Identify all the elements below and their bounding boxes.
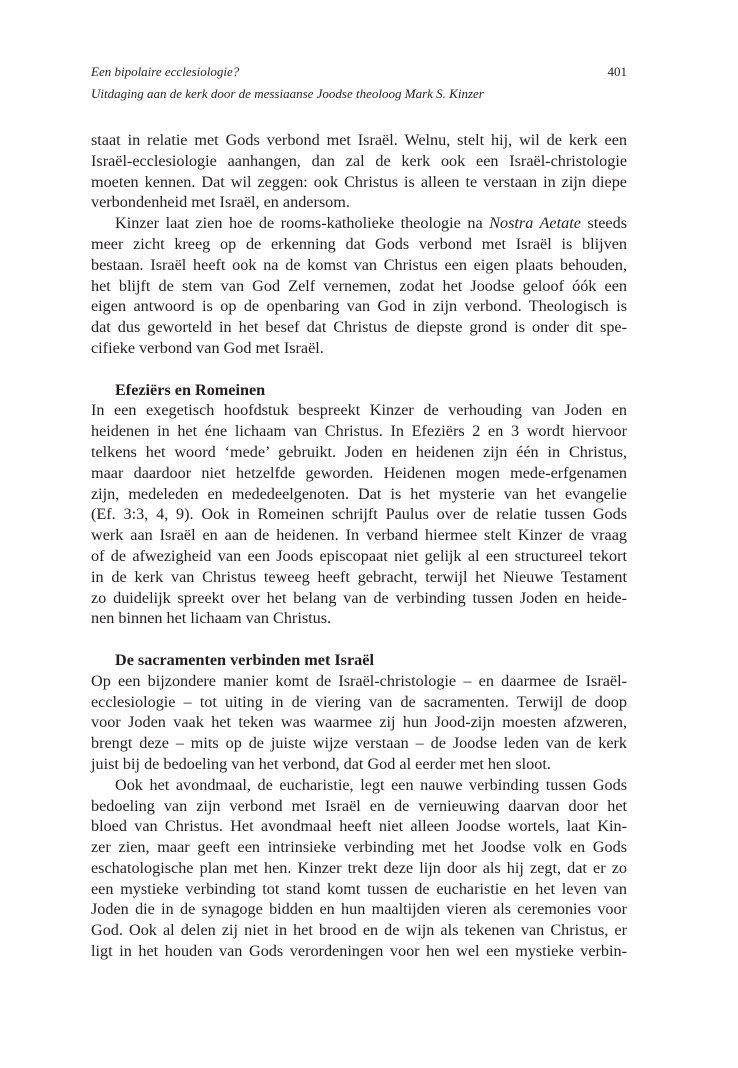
text-line: brengt deze – mits op de juiste wijze verstaan – de Joodse leden van de kerk <box>91 734 627 753</box>
work-title: Nostra Aetate <box>489 214 581 233</box>
text-line: dat dus geworteld in het besef dat Christus de diepste grond is onder dit spe- <box>91 318 627 337</box>
running-subtitle: Uitdaging aan de kerk door de messiaanse Joodse theoloog Mark S. Kinzer <box>91 86 484 101</box>
text-line: of de afwezigheid van een Joods episcopaat niet gelijk al een structureel tekort <box>91 546 627 565</box>
text-line: God. Ook al delen zij niet in het brood en de wijn als tekenen van Christus, er <box>91 921 627 940</box>
running-title: Een bipolaire ecclesiologie? <box>91 64 240 79</box>
text-line: moeten kennen. Dat wil zeggen: ook Christus is alleen te verstaan in zijn diepe <box>91 172 627 191</box>
text-line: eschatologische plan met hen. Kinzer trekt deze lijn door als hij zegt, dat er zo <box>91 858 627 877</box>
text-line: zijn, medeleden en mededeelgenoten. Dat is het mysterie van het evangelie <box>91 484 627 503</box>
text-line: ecclesiologie – tot uiting in de viering van de sacramenten. Terwijl de doop <box>91 692 627 711</box>
text-line: het blijft de stem van God Zelf vernemen, zodat het Joodse geloof óók een <box>91 276 627 295</box>
page-number: 401 <box>607 64 627 79</box>
text-line <box>91 213 627 234</box>
running-header <box>91 64 627 80</box>
text-line: maar daardoor niet hetzelfde geworden. Heidenen mogen mede-erfgenamen <box>91 463 627 482</box>
text-run: steeds <box>580 214 627 233</box>
text-line: voor Joden vaak het teken was waarmee zij hun Jood-zijn moesten afzweren, <box>91 713 627 732</box>
text-line: bedoeling van zijn verbond met Israël en de vernieuwing daarvan door het <box>91 796 627 815</box>
text-line: heidenen in het éne lichaam van Christus. In Efeziërs 2 en 3 wordt hiervoor <box>91 422 627 441</box>
text-line: Joden die in de synagoge bidden en hun maaltijden vieren als ceremonies voor <box>91 900 627 919</box>
paragraph-1 <box>91 130 627 213</box>
text-line: Op een bijzondere manier komt de Israël-christologie – en daarmee de Israël- <box>91 671 627 690</box>
text-line: telkens het woord ‘mede’ gebruikt. Joden en heidenen zijn één in Christus, <box>91 442 627 461</box>
paragraph-efeziers <box>91 400 627 629</box>
text-line: staat in relatie met Gods verbond met Israël. Welnu, stelt hij, wil de kerk een <box>91 131 627 149</box>
text-line: in de kerk van Christus teweeg heeft gebracht, terwijl het Nieuwe Testament <box>91 567 627 586</box>
paragraph-sacramenten-2 <box>91 775 627 962</box>
text-line: bloed van Christus. Het avondmaal heeft niet alleen Joodse wortels, laat Kin- <box>91 817 627 836</box>
text-line: cifieke verbond van God met Israël. <box>91 338 324 357</box>
section-heading-efeziers: Efeziërs en Romeinen <box>115 380 266 399</box>
text-line: eigen antwoord is op de openbaring van God in zijn verbond. Theologisch is <box>91 297 627 316</box>
text-line: werk aan Israël en aan de heidenen. In verband hiermee stelt Kinzer de vraag <box>91 526 627 545</box>
text-line: Israël-ecclesiologie aanhangen, dan zal de kerk ook een Israël-christologie <box>91 151 627 170</box>
text-line: een mystieke verbinding tot stand komt tussen de eucharistie en het leven van <box>91 879 627 898</box>
text-line: (Ef. 3:3, 4, 9). Ook in Romeinen schrijft Paulus over de relatie tussen Gods <box>91 505 627 524</box>
text-line: verbondenheid met Israël, en andersom. <box>91 193 350 212</box>
text-line: In een exegetisch hoofdstuk bespreekt Kinzer de verhouding van Joden en <box>91 401 627 420</box>
text-line: nen binnen het lichaam van Christus. <box>91 609 332 628</box>
text-line: Ook het avondmaal, de eucharistie, legt een nauwe verbinding tussen Gods <box>115 775 627 794</box>
paragraph-2 <box>91 213 627 359</box>
page-body <box>91 130 627 962</box>
text-line: zo duidelijk spreekt over het belang van de verbinding tussen Joden en heide- <box>91 588 627 607</box>
text-line: ligt in het houden van Gods verordeningen voor hen wel een mystieke verbin- <box>91 942 627 961</box>
text-line: juist bij de bedoeling van het verbond, dat God al eerder met hen sloot. <box>91 754 551 773</box>
text-line: meer zicht kreeg op de erkenning dat Gods verbond met Israël is blijven <box>91 234 627 253</box>
section-heading-sacramenten: De sacramenten verbinden met Israël <box>115 650 374 669</box>
text-run: Kinzer laat zien hoe de rooms-katholieke theologie na <box>115 214 490 233</box>
paragraph-sacramenten-1 <box>91 671 627 775</box>
text-line: zer zien, maar geeft een intrinsieke verbinding met het Joodse volk en Gods <box>91 838 627 857</box>
text-line: bestaan. Israël heeft ook na de komst van Christus een eigen plaats behouden, <box>91 255 627 274</box>
